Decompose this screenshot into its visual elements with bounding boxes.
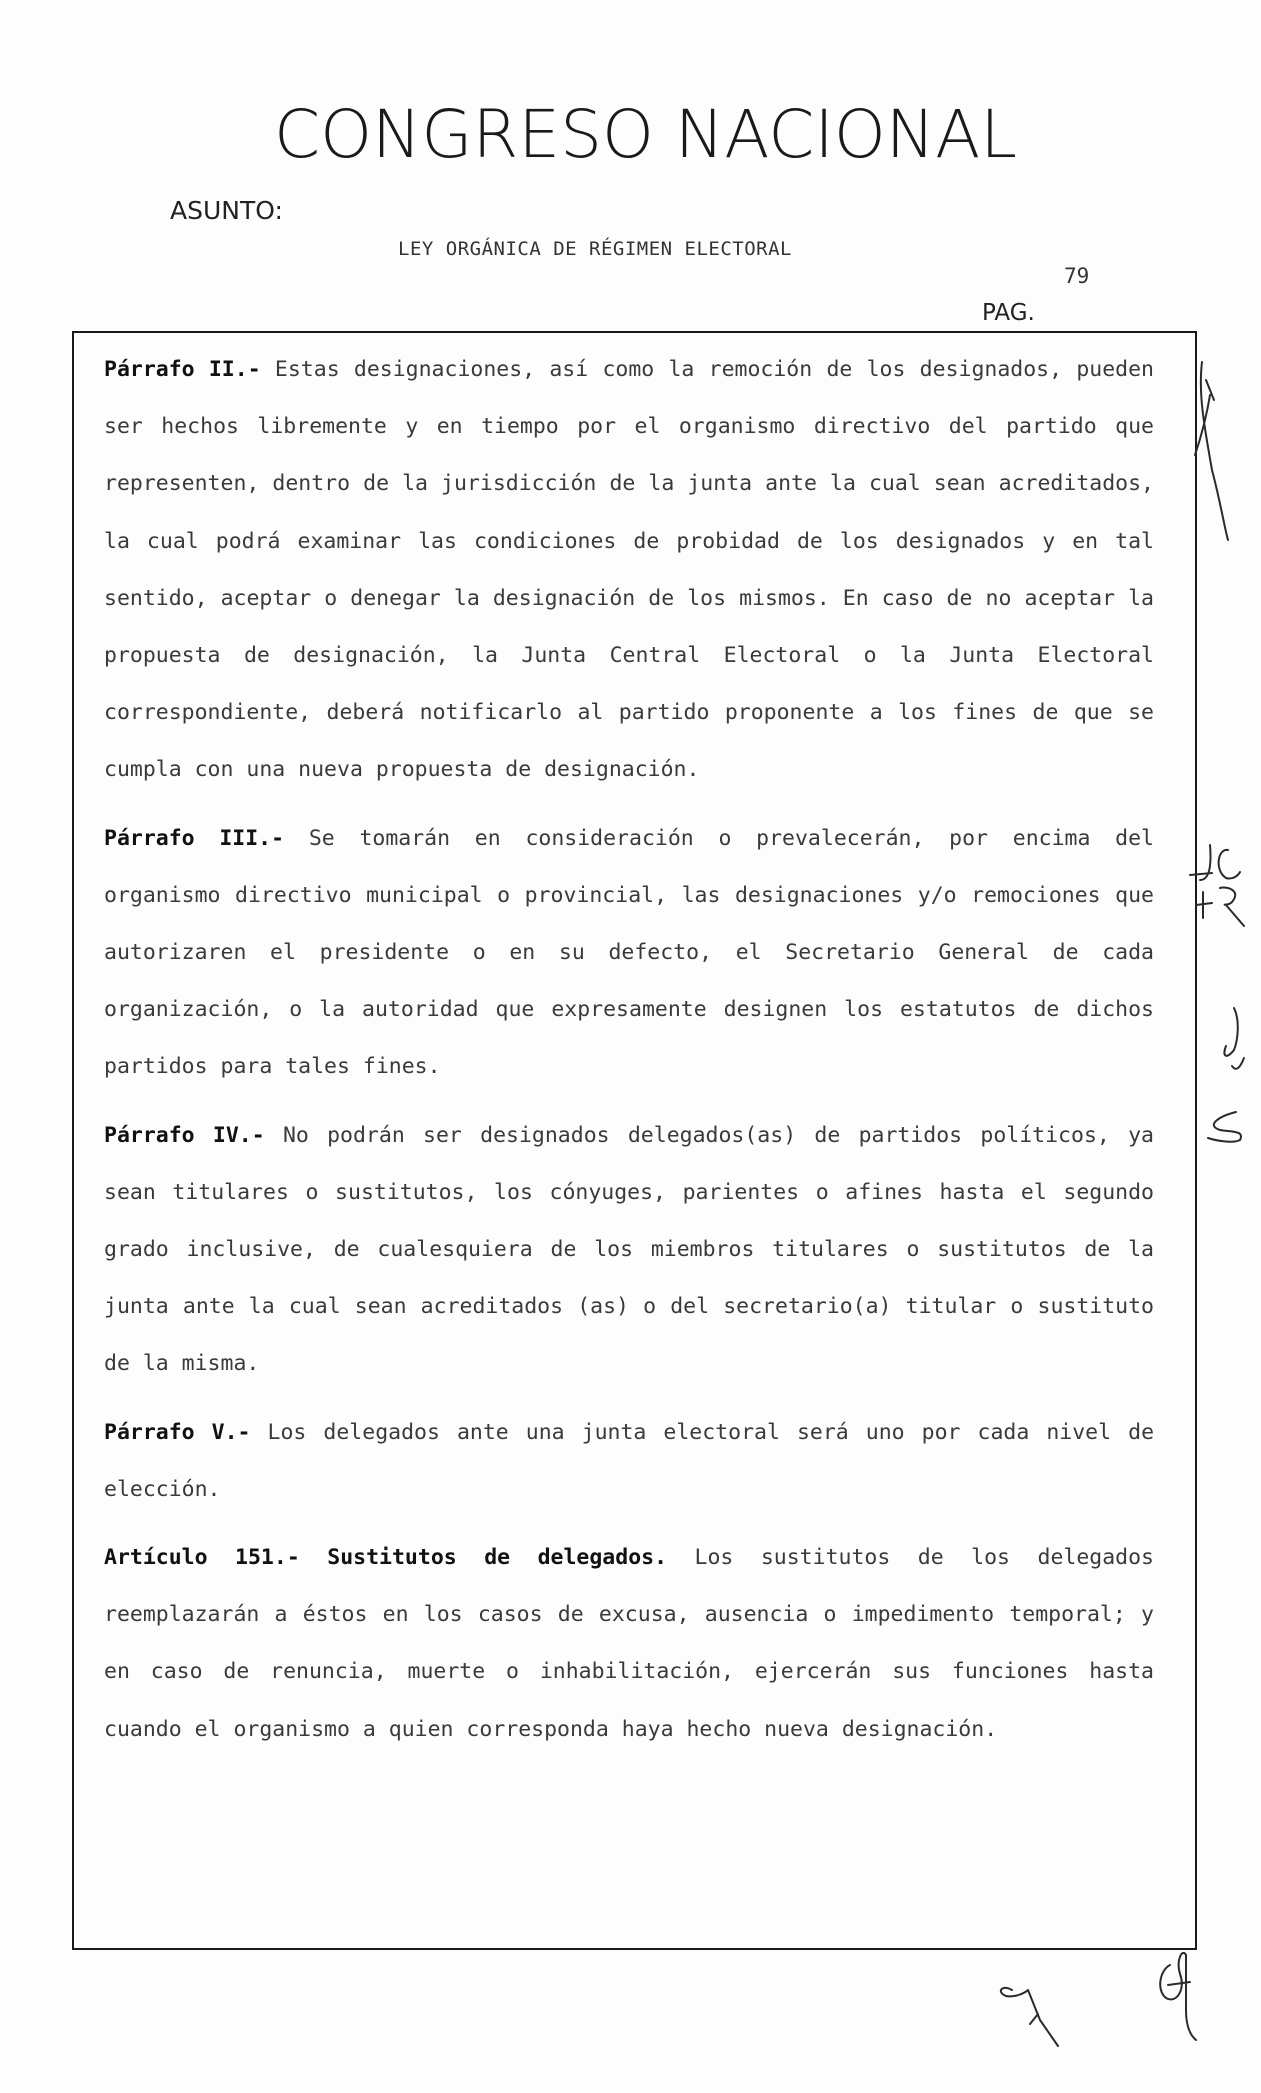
paragraph-parrafo-3	[104, 810, 1154, 1096]
paragraph-lead: Párrafo III.-	[104, 825, 285, 851]
asunto-label: ASUNTO:	[170, 196, 283, 225]
paragraph-text: Los sustitutos de los delegados reemplazarán a éstos en los casos de excusa, ausencia o impedimento temporal; y en caso de renuncia, muerte o inhabilitación, ejercerán sus funciones hasta cuando el organismo a quien corresponda haya hecho nueva designación.	[104, 1545, 1154, 1742]
bottom-signature-mark	[1160, 1953, 1196, 2040]
page-number: 79	[1064, 264, 1090, 288]
paragraph-lead: Artículo 151.- Sustitutos de delegados.	[104, 1545, 668, 1571]
paragraph-parrafo-5	[104, 1404, 1154, 1518]
paragraph-text: Estas designaciones, así como la remoción de los designados, pueden ser hechos libremente y en tiempo por el organismo directivo del partido que representen, dentro de la jurisdicción de la junta ante la cual sean acreditados, la cual podrá examinar las condiciones de probidad de los designados y en tal sentido, aceptar o denegar la designación de los mismos. En caso de no aceptar la propuesta de designación, la Junta Central Electoral o la Junta Electoral correspondiente, deberá notificarlo al partido proponente a los fines de que se cumpla con una nueva propuesta de designación.	[104, 357, 1154, 783]
paragraph-lead: Párrafo II.-	[104, 357, 261, 382]
initials-mark	[1190, 845, 1244, 926]
page-label: PAG.	[982, 300, 1035, 326]
institution-title: CONGRESO NACIONAL	[274, 96, 1018, 173]
paragraph-parrafo-2	[104, 341, 1154, 799]
document-body	[104, 341, 1154, 1769]
squiggle-mark	[1208, 1112, 1241, 1142]
paragraph-lead: Párrafo V.-	[104, 1419, 251, 1445]
paragraph-text: No podrán ser designados delegados(as) de partidos políticos, ya sean titulares o sustitutos, los cónyuges, parientes o afines hasta el segundo grado inclusive, de cualesquiera de los miembros titulares o sustitutos de la junta ante la cual sean acreditados (as) o del secretario(a) titular o sustituto de la misma.	[104, 1122, 1154, 1377]
margin-signature-mark	[1195, 362, 1228, 540]
paragraph-parrafo-4	[104, 1107, 1154, 1393]
paragraph-articulo-151	[104, 1529, 1154, 1758]
paragraph-lead: Párrafo IV.-	[104, 1122, 265, 1148]
bottom-initial-mark	[1001, 1988, 1058, 2046]
document-subject: LEY ORGÁNICA DE RÉGIMEN ELECTORAL	[398, 238, 792, 260]
paragraph-text: Se tomarán en consideración o prevalecerán, por encima del organismo directivo municipal o provincial, las designaciones y/o remociones que autorizaren el presidente o en su defecto, el Secretario General de cada organización, o la autoridad que expresamente designen los estatutos de dichos partidos para tales fines.	[104, 825, 1154, 1080]
check-mark	[1224, 1008, 1244, 1069]
paragraph-text: Los delegados ante una junta electoral será uno por cada nivel de elección.	[104, 1419, 1155, 1502]
